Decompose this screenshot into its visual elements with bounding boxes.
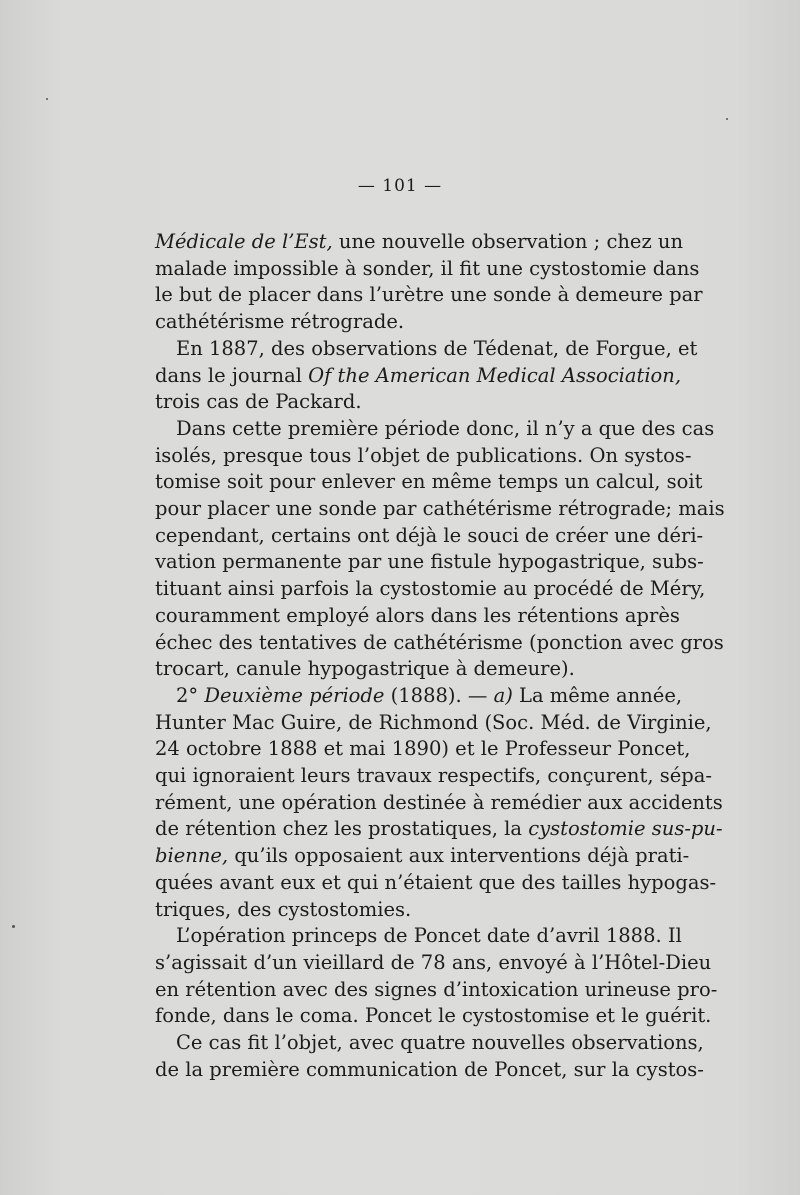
text-segment: malade impossible à sonder, il fit une cystostomie dans [155,256,700,280]
text-line [155,443,692,470]
text-line [155,469,703,496]
text-line [155,549,704,576]
text-line [155,256,700,283]
italic-text: Deuxième période [204,683,385,707]
text-segment: qui ignoraient leurs travaux respectifs, conçurent, sépa- [155,764,712,788]
page-number: — 101 — [357,176,443,196]
text-segment: tomise soit pour enlever en même temps un calcul, soit [155,470,703,494]
text-line [155,389,667,416]
text-segment: de la première communication de Poncet, sur la cystos- [155,1057,704,1081]
text-line [155,576,706,603]
text-segment: La même année, [512,683,683,707]
text-segment: couramment employé alors dans les rétentions après [155,603,680,627]
text-segment: rément, une opération destinée à remédier aux accidents [155,790,723,814]
text-segment: qu’ils opposaient aux interventions déjà prati- [228,844,690,868]
text-line [155,1003,712,1030]
text-segment: Dans cette première période donc, il n’y a que des cas [176,416,715,440]
text-line [155,229,684,256]
text-line [155,523,704,550]
text-segment: isolés, presque tous l’objet de publications. On systos- [155,443,692,467]
text-segment: L’opération princeps de Poncet date d’avril 1888. Il [176,924,682,948]
text-line [155,282,703,309]
text-line [155,923,682,950]
text-line [155,603,680,630]
italic-text: cystostomie sus-pu- [528,817,723,841]
text-line [155,416,715,443]
text-line [155,496,725,523]
text-line [155,763,712,790]
text-line [155,309,667,336]
text-line [155,950,712,977]
text-segment: une nouvelle observation ; chez un [332,230,684,253]
italic-text: bienne, [155,844,229,868]
text-line [155,336,698,363]
text-segment: trocart, canule hypogastrique à demeure). [155,657,575,681]
text-line [155,363,682,390]
text-segment: pour placer une sonde par cathétérisme rétrograde; mais [155,497,725,521]
text-segment: dans le journal [155,363,309,387]
text-segment: quées avant eux et qui n’étaient que des tailles hypogas- [155,870,717,894]
text-line [155,870,717,897]
text-line [155,736,691,763]
body-text [155,229,725,1084]
text-line [155,656,667,683]
paper-speck [12,925,15,928]
italic-text: a) [493,683,513,707]
text-line [155,710,712,737]
text-line [155,683,683,710]
paper-speck [726,118,728,120]
text-line [155,1057,704,1084]
text-line [155,897,667,924]
text-line [155,977,718,1004]
text-segment: en rétention avec des signes d’intoxication urineuse pro- [155,977,718,1001]
text-segment: Ce cas fit l’objet, avec quatre nouvelles observations, [176,1031,704,1055]
text-line [155,843,690,870]
text-segment: 2° [176,683,205,707]
text-segment: vation permanente par une fistule hypogastrique, subs- [155,550,704,574]
text-line [155,790,723,817]
text-segment: le but de placer dans l’urètre une sonde à demeure par [155,283,703,307]
text-line [155,816,723,843]
text-segment: (1888). — [384,683,494,707]
text-segment: trois cas de Packard. [155,390,362,414]
italic-text: Médicale de l’Est, [155,230,333,253]
text-segment: Hunter Mac Guire, de Richmond (Soc. Méd. de Virginie, [155,710,712,734]
text-segment: fonde, dans le coma. Poncet le cystostomise et le guérit. [155,1004,712,1028]
text-segment: s’agissait d’un vieillard de 78 ans, envoyé à l’Hôtel-Dieu [155,950,712,974]
italic-text: Of the American Medical Association, [308,363,682,387]
paper-speck [46,98,48,100]
text-segment: triques, des cystostomies. [155,897,412,921]
text-segment: échec des tentatives de cathétérisme (ponction avec gros [155,630,724,654]
text-segment: 24 octobre 1888 et mai 1890) et le Professeur Poncet, [155,737,691,761]
text-segment: En 1887, des observations de Tédenat, de Forgue, et [176,336,698,360]
text-segment: cependant, certains ont déjà le souci de créer une déri- [155,523,704,547]
text-segment: cathétérisme rétrograde. [155,310,405,334]
text-line [155,630,724,657]
text-segment: tituant ainsi parfois la cystostomie au procédé de Méry, [155,577,706,601]
text-line [155,1030,704,1057]
text-segment: de rétention chez les prostatiques, la [155,817,529,841]
